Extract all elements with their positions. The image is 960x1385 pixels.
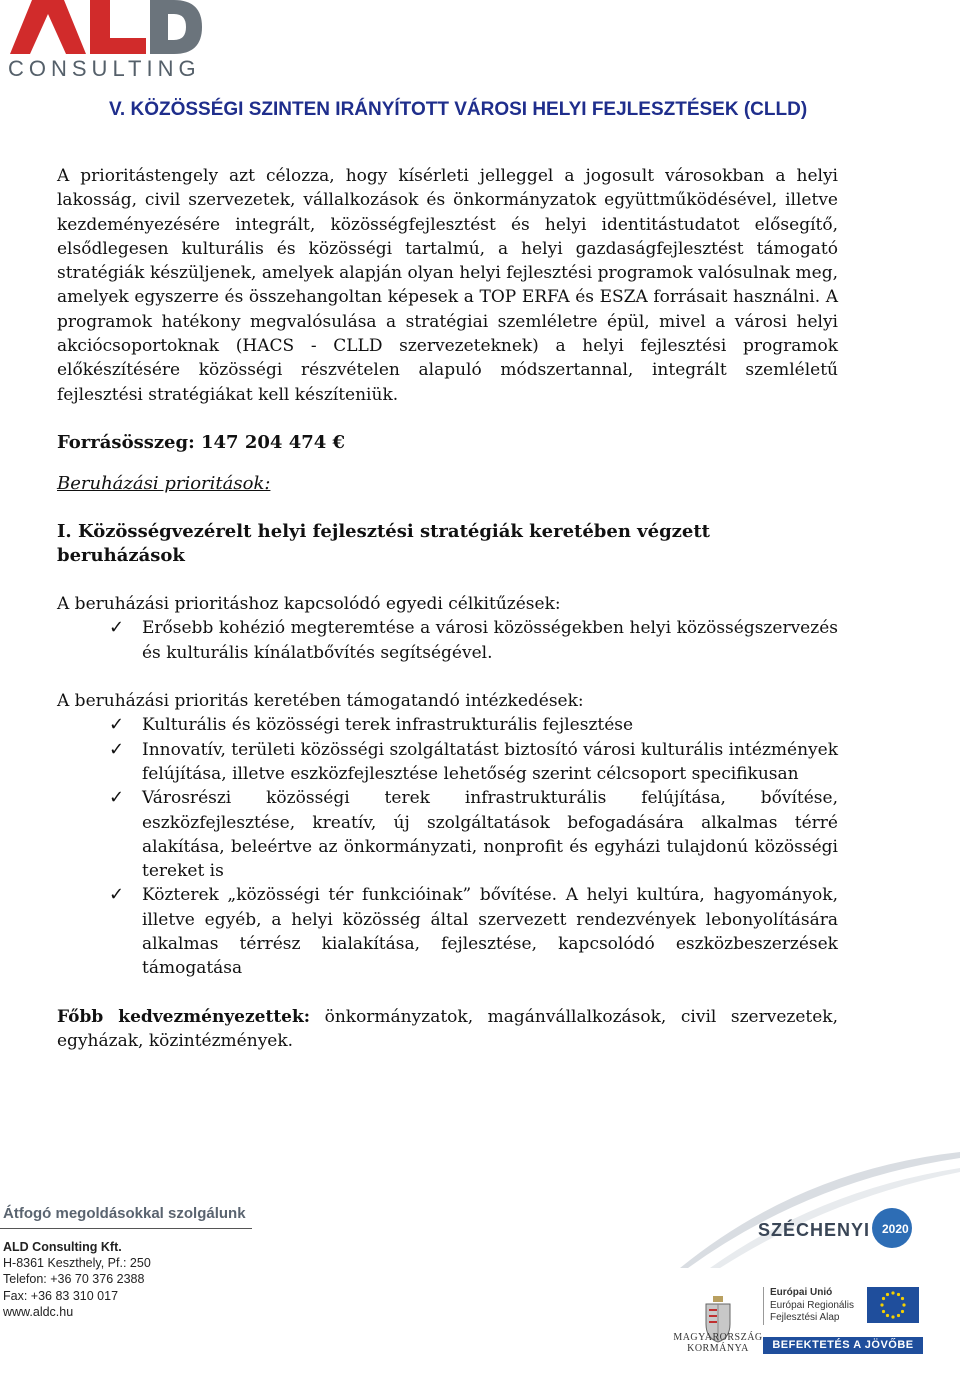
contact-address: H-8361 Keszthely, Pf.: 250 xyxy=(3,1256,151,1271)
footer-contact-block xyxy=(0,1205,260,1320)
checkmark-icon: ✓ xyxy=(109,617,125,639)
checkmark-icon: ✓ xyxy=(109,787,125,809)
contact-website: www.aldc.hu xyxy=(3,1304,74,1319)
intro-paragraph: A prioritástengely azt célozza, hogy kísérleti jelleggel a jogosult városokban a helyi lakosság, civil szervezetek, vállalkozások és önkormányzatok együttműködésével, illetve kezdeményezésére integrált, közösségfejlesztést és helyi identitástudatot elősegítő, elsődlegesen kulturális és közösségi tartalmú, a helyi gazdaságfejlesztést támogató stratégiák készüljenek, amelyek alapján olyan helyi fejlesztési programok valósulnak meg, amelyek egyszerre és összehangoltan képesek a TOP ERFA és ESZA forrásait használni. A programok hatékony megvalósulása a stratégiai szemléletre épül, mivel a városi helyi akciócsoportoknak (HACS - CLLD szervezeteknek) a helyi fejlesztési programok előkészítésére közösségi részvételen alapuló módszertannal, integrált szemléletű fejlesztési stratégiákat kell készíteniük. xyxy=(57,166,838,405)
measure-text: Innovatív, területi közösségi szolgáltatást biztosító városi kulturális intézmények felújítása, illetve eszközfejlesztése lehetőség szerint célcsoport specifikusan xyxy=(142,739,838,784)
funding-amount: Forrásösszeg: 147 204 474 € xyxy=(57,431,346,453)
contact-details xyxy=(0,1239,260,1320)
beneficiaries-text: önkormányzatok, magánvállalkozások, civil szervezetek, egyházak, közintézmények. xyxy=(57,1006,838,1051)
beneficiaries-label: Főbb kedvezményezettek: xyxy=(57,1006,311,1027)
measure-text: Közterek „közösségi tér funkcióinak” bővítése. A helyi kultúra, hagyományok, illetve egyéb, a helyi közösség által szervezett rendezvények lebonyolítására alkalmas térrész kialakítása, fejlesztése, kapcsolódó eszközbeszerzések támogatása xyxy=(142,885,838,979)
szechenyi-swoosh-icon xyxy=(680,1150,960,1270)
ald-logo-mark xyxy=(6,0,202,54)
contact-company: ALD Consulting Kft. xyxy=(3,1240,122,1254)
beneficiaries-paragraph xyxy=(57,1005,838,1054)
page-title: V. KÖZÖSSÉGI SZINTEN IRÁNYÍTOTT VÁROSI HELYI FEJLESZTÉSEK (CLLD) xyxy=(109,99,808,120)
contact-phone: Telefon: +36 70 376 2388 xyxy=(3,1272,145,1287)
checkmark-icon: ✓ xyxy=(109,738,125,760)
objectives-list xyxy=(57,616,838,665)
checkmark-icon: ✓ xyxy=(109,714,125,736)
measure-text: Kulturális és közösségi terek infrastrukturális fejlesztése xyxy=(142,715,634,736)
list-item xyxy=(57,616,838,665)
szechenyi-2020-logo xyxy=(680,1150,960,1270)
list-item xyxy=(57,738,838,787)
government-label xyxy=(673,1332,763,1354)
list-item xyxy=(57,883,838,980)
measures-label: A beruházási prioritás keretében támogatandó intézkedések: xyxy=(57,691,584,712)
checkmark-icon: ✓ xyxy=(109,884,125,906)
eu-flag-icon xyxy=(867,1287,919,1323)
footer-divider xyxy=(0,1228,252,1229)
szechenyi-wordmark: SZÉCHENYI xyxy=(758,1220,871,1240)
szechenyi-year: 2020 xyxy=(882,1222,909,1236)
objectives-label: A beruházási prioritáshoz kapcsolódó egyedi célkitűzések: xyxy=(57,594,561,615)
logo-wordmark: CONSULTING xyxy=(8,56,201,81)
investment-priorities-subheading: Beruházási prioritások: xyxy=(57,473,271,495)
company-logo xyxy=(4,0,204,84)
eu-line-1: Európai Unió xyxy=(770,1287,833,1298)
contact-fax: Fax: +36 83 310 017 xyxy=(3,1288,119,1303)
measures-list xyxy=(57,713,838,980)
footer-tagline: Átfogó megoldásokkal szolgálunk xyxy=(3,1205,246,1222)
document-body xyxy=(57,164,838,1053)
measure-text: Városrészi közösségi terek infrastrukturális felújítása, bővítése, eszközfejlesztése, kreatív, új szolgáltatások befogadására alkalmas térré alakítása, beleértve az önkormányzati, nonprofit és egyházi tulajdonú közösségi tereket is xyxy=(142,788,838,882)
government-line-1: MAGYARORSZÁG xyxy=(673,1332,763,1343)
eu-line-3: Fejlesztési Alap xyxy=(770,1312,840,1323)
eu-slogan-banner: BEFEKTETÉS A JÖVŐBE xyxy=(763,1337,923,1354)
eu-funding-block xyxy=(763,1287,923,1351)
objective-text: Erősebb kohézió megteremtése a városi közösségekben helyi közösségszervezés és kulturális kínálatbővítés segítségével. xyxy=(142,618,838,663)
list-item xyxy=(57,713,838,737)
government-line-2: KORMÁNYA xyxy=(687,1343,749,1354)
eu-line-2: Európai Regionális xyxy=(770,1299,854,1311)
section-heading: I. Közösségvezérelt helyi fejlesztési stratégiák keretében végzett beruházások xyxy=(57,520,710,566)
list-item xyxy=(57,786,838,883)
